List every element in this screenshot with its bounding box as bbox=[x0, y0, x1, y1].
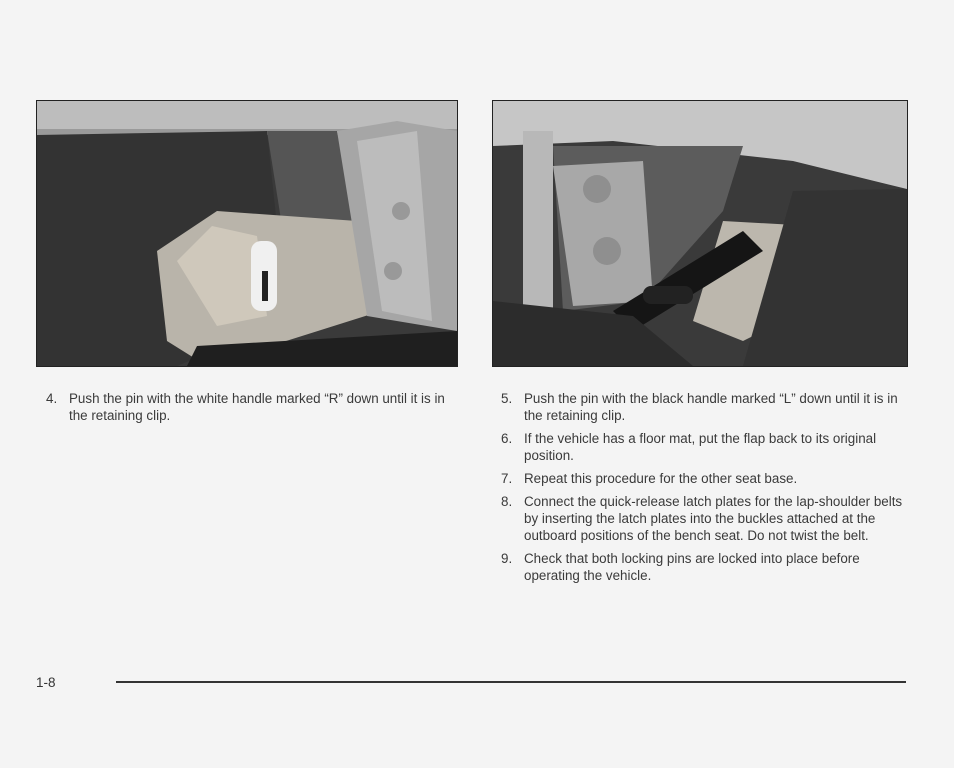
seat-base-photo-left bbox=[36, 100, 458, 367]
step-4 bbox=[46, 390, 446, 424]
seat-base-illustration-right bbox=[493, 101, 907, 366]
step-number: 8. bbox=[501, 494, 513, 509]
step-number: 6. bbox=[501, 431, 513, 446]
instruction-list-right bbox=[501, 390, 906, 590]
step-number: 7. bbox=[501, 471, 513, 486]
step-number: 4. bbox=[46, 391, 58, 406]
step-number: 9. bbox=[501, 551, 513, 566]
step-text: If the vehicle has a floor mat, put the flap back to its original position. bbox=[524, 431, 877, 463]
page-number: 1-8 bbox=[36, 675, 56, 690]
step-text: Push the pin with the black handle marked “L” down until it is in the retaining clip. bbox=[524, 391, 898, 423]
step-7 bbox=[501, 470, 906, 487]
step-6 bbox=[501, 430, 906, 464]
step-text: Push the pin with the white handle marked “R” down until it is in the retaining clip. bbox=[69, 391, 445, 423]
step-9 bbox=[501, 550, 906, 584]
step-text: Check that both locking pins are locked into place before operating the vehicle. bbox=[524, 551, 860, 583]
instruction-list-left bbox=[46, 390, 446, 430]
seat-base-photo-right bbox=[492, 100, 908, 367]
seat-base-illustration-left bbox=[37, 101, 457, 366]
step-5 bbox=[501, 390, 906, 424]
footer-rule bbox=[116, 681, 906, 683]
step-text: Repeat this procedure for the other seat base. bbox=[524, 471, 798, 486]
step-8 bbox=[501, 493, 906, 544]
step-text: Connect the quick-release latch plates for the lap-shoulder belts by inserting the latch plates into the buckles attached at the outboard positions of the bench seat. Do not twist the belt. bbox=[524, 494, 903, 543]
step-number: 5. bbox=[501, 391, 513, 406]
